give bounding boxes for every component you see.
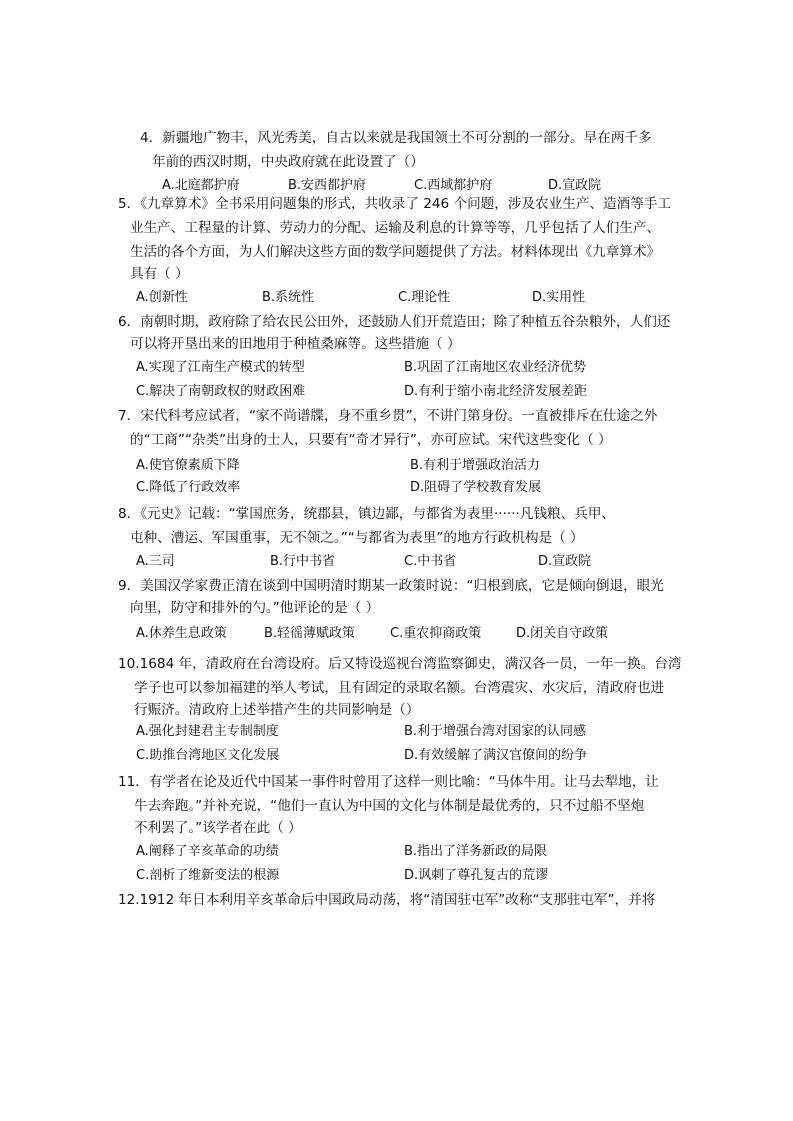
option-a[interactable]: A.强化封建君主专制制度 bbox=[136, 724, 279, 739]
option-b[interactable]: B.有利于增强政治活力 bbox=[410, 458, 541, 473]
option-a[interactable]: A.休养生息政策 bbox=[136, 626, 227, 641]
option-d[interactable]: D.实用性 bbox=[532, 290, 586, 305]
option-c[interactable]: C.降低了行政效率 bbox=[136, 480, 241, 495]
option-c[interactable]: C.重农抑商政策 bbox=[390, 626, 482, 641]
option-b[interactable]: B.指出了洋务新政的局限 bbox=[404, 844, 548, 859]
question-text-line: 屯种、漕运、军国重事，无不领之。”“与都省为表里”的地方行政机构是（ ） bbox=[130, 530, 584, 546]
question-text-line: 9．美国汉学家费正清在谈到中国明清时期某一政策时说：“归根到底，它是倾向倒退，眼光 bbox=[118, 578, 664, 594]
question-text-line: 4．新疆地广物丰，风光秀美，自古以来就是我国领土不可分割的一部分。早在两千多 bbox=[140, 130, 652, 146]
question-text-line: 行赈济。清政府上述举措产生的共同影响是（） bbox=[134, 702, 420, 718]
question-text-line: 生活的各个方面，为人们解决这些方面的数学问题提供了方法。材料体现出《九章算术》 bbox=[130, 244, 661, 260]
option-d[interactable]: D.有利于缩小南北经济发展差距 bbox=[404, 384, 588, 399]
question-text-line: 8．《元史》记载：“掌国庶务，统郡县，镇边鄙，与都省为表里······凡钱粮、兵甲、 bbox=[118, 506, 616, 522]
option-a[interactable]: A.阐释了辛亥革命的功绩 bbox=[136, 844, 279, 859]
question-text-line: 7．宋代科考应试者，“家不尚谱牒，身不重乡贯”，不讲门第身份。一直被排斥在仕途之外 bbox=[118, 408, 658, 424]
option-c[interactable]: C.剖析了维新变法的根源 bbox=[136, 868, 280, 883]
question-text-line: 向里，防守和排外的勺。”他评论的是（ ） bbox=[130, 600, 380, 616]
option-b[interactable]: B.安西都护府 bbox=[288, 178, 367, 193]
option-a[interactable]: A.使官僚素质下降 bbox=[136, 458, 240, 473]
option-b[interactable]: B.巩固了江南地区农业经济优势 bbox=[404, 360, 587, 375]
question-text-line: 11．有学者在论及近代中国某一事件时曾用了这样一则比喻：“马体牛用。让马去犁地，让 bbox=[118, 774, 659, 790]
question-text-line: 年前的西汉时期，中央政府就在此设置了（） bbox=[152, 154, 424, 170]
question-text-line: 牛去奔跑。”并补充说，“他们一直认为中国的文化与体制是最优秀的，只不过船不坚炮 bbox=[134, 798, 645, 814]
question-text-line: 10.1684 年，清政府在台湾设府。后又特设巡视台湾监察御史，满汉各一员，一年一换。台湾 bbox=[118, 656, 682, 672]
option-b[interactable]: B.轻徭薄赋政策 bbox=[264, 626, 356, 641]
option-b[interactable]: B.系统性 bbox=[262, 290, 315, 305]
question-text-line: 不利罢了。”该学者在此（ ） bbox=[134, 820, 302, 836]
option-c[interactable]: C.理论性 bbox=[398, 290, 451, 305]
option-d[interactable]: D.讽刺了尊孔复古的荒谬 bbox=[404, 868, 549, 883]
question-text-line: 的“工商”“杂类”出身的士人，只要有“奇才异行”，亦可应试。宋代这些变化（ ） bbox=[130, 432, 612, 448]
option-d[interactable]: D.有效缓解了满汉官僚间的纷争 bbox=[404, 748, 588, 763]
option-c[interactable]: C.解决了南朝政权的财政困难 bbox=[136, 384, 306, 399]
question-text-line: 12.1912 年日本利用辛亥革命后中国政局动荡，将“清国驻屯军”改称“支那驻屯军”，并将 bbox=[118, 892, 656, 908]
option-d[interactable]: D.阻碍了学校教育发展 bbox=[410, 480, 542, 495]
option-b[interactable]: B.利于增强台湾对国家的认同感 bbox=[404, 724, 587, 739]
option-d[interactable]: D.宣政院 bbox=[548, 178, 602, 193]
option-a[interactable]: A.北庭都护府 bbox=[162, 178, 240, 193]
option-c[interactable]: C.中书省 bbox=[404, 554, 457, 569]
option-c[interactable]: C.西域都护府 bbox=[414, 178, 493, 193]
option-a[interactable]: A.实现了江南生产模式的转型 bbox=[136, 360, 305, 375]
question-text-line: 可以将开垦出来的田地用于种植桑麻等。这些措施（ ） bbox=[130, 336, 461, 352]
option-c[interactable]: C.助推台湾地区文化发展 bbox=[136, 748, 280, 763]
question-text-line: 学子也可以参加福建的举人考试，且有固定的录取名额。台湾震灾、水灾后，清政府也进 bbox=[134, 680, 665, 696]
question-text-line: 6．南朝时期，政府除了给农民公田外，还鼓励人们开荒造田；除了种植五谷杂粮外，人们还 bbox=[118, 314, 671, 330]
question-text-line: 5．《九章算术》全书采用问题集的形式，共收录了 246 个问题，涉及农业生产、造酒等手工 bbox=[118, 196, 671, 212]
option-a[interactable]: A.创新性 bbox=[136, 290, 188, 305]
option-a[interactable]: A.三司 bbox=[136, 554, 175, 569]
option-b[interactable]: B.行中书省 bbox=[270, 554, 336, 569]
question-text-line: 业生产、工程量的计算、劳动力的分配、运输及利息的计算等等，几乎包括了人们生产、 bbox=[130, 220, 661, 236]
question-text-line: 具有（ ） bbox=[130, 266, 189, 282]
option-d[interactable]: D.宣政院 bbox=[538, 554, 592, 569]
option-d[interactable]: D.闭关自守政策 bbox=[516, 626, 609, 641]
